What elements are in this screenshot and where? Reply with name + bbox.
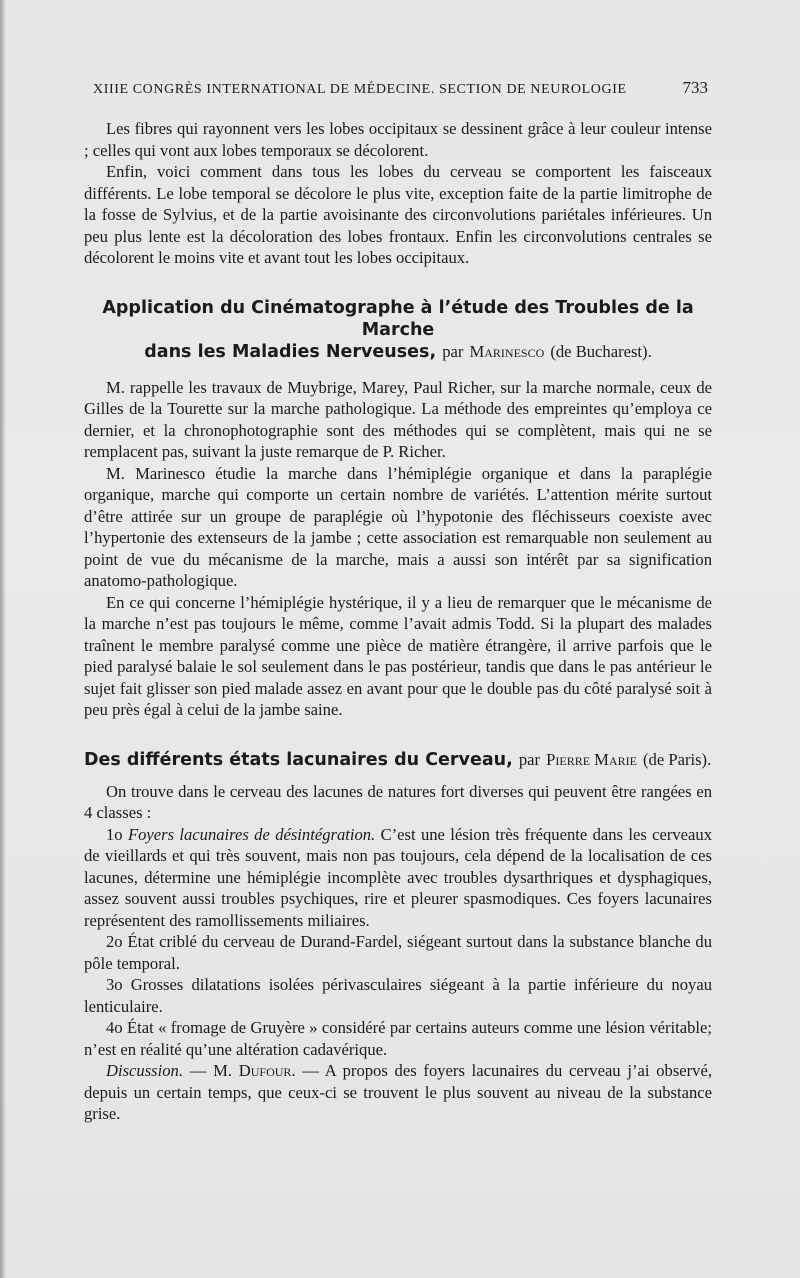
discussion-text: — A propos des foyers lacunaires du cerveau j’ai observé, depuis un certain temps, que ceux-ci se trouvent le plus souvent au niveau de la substance grise.	[84, 1061, 712, 1123]
section1-affiliation: (de Bucharest).	[550, 341, 652, 361]
section1-heading	[84, 297, 712, 363]
page-content	[84, 118, 712, 1125]
intro-paragraph-1: Les fibres qui rayonnent vers les lobes occipitaux se dessinent grâce à leur couleur intense ; celles qui vont aux lobes temporaux se décolorent.	[84, 119, 712, 160]
section2-item-1	[84, 824, 712, 932]
discussion-author: Dufour.	[238, 1061, 296, 1080]
section2-intro: On trouve dans le cerveau des lacunes de natures fort diverses qui peuvent être rangées en 4 classes :	[84, 781, 712, 822]
intro-paragraph-2: Enfin, voici comment dans tous les lobes du cerveau se comportent les faisceaux différents. Le lobe temporal se décolore le plus vite, exception faite de la partie limitrophe de la fosse de Sylvius, et de la partie avoisinante des circonvolutions pariétales inférieures. Un peu plus lente est la décoloration des lobes frontaux. Enfin les circonvolutions centrales se décolorent le moins vite et avant tout les lobes occipitaux.	[84, 162, 712, 267]
section1-title-line1: Application du Cinématographe à l’étude des Troubles de la Marche	[102, 297, 694, 340]
section2-item-3: 3o Grosses dilatations isolées périvasculaires siégeant à la partie inférieure du noyau lenticulaire.	[84, 975, 712, 1016]
section1-title-line2-wrap	[84, 341, 712, 363]
discussion-label: Discussion.	[106, 1061, 183, 1080]
item1-title: Foyers lacunaires de désintégration.	[127, 824, 376, 844]
section2-title: Des différents états lacunaires du Cerveau,	[84, 749, 513, 770]
section1-by: par	[442, 341, 464, 361]
section1-paragraph-1: M. rappelle les travaux de Muybrige, Marey, Paul Richer, sur la marche normale, ceux de Gilles de la Tourette sur la marche pathologique. La méthode des empreintes qu’employa ce dernier, et la chronophotographie sont des méthodes qui se complètent, mais qui ne se remplacent pas, suivant la juste remarque de P. Richer.	[84, 377, 712, 461]
section1-author: Marinesco	[469, 341, 545, 361]
section1-title-line2: dans les Maladies Nerveuses,	[144, 341, 437, 362]
section2-author: Pierre Marie	[546, 749, 637, 769]
running-head	[93, 78, 708, 98]
section2-item-4: 4o État « fromage de Gruyère » considéré par certains auteurs comme une lésion véritable; n’est en réalité qu’une altération cadavérique.	[84, 1018, 712, 1059]
section2-heading	[84, 749, 712, 771]
item1-text: C’est une lésion très fréquente dans les cerveaux de vieillards et qui très souvent, mais non pas toujours, cela dépend de la localisation de ces lacunes, détermine une hémiplégie incomplète avec troubles dysarthriques et dysphagiques, assez souvent aussi troubles psychiques, rire et pleurer spasmodiques. Ces foyers lacunaires représentent des ramollissements miliaires.	[84, 824, 713, 930]
item1-number: 1o	[106, 824, 123, 844]
section1-paragraph-2: M. Marinesco étudie la marche dans l’hémiplégie organique et dans la paraplégie organique, marche qui comporte un certain nombre de variétés. L’attention mérite surtout d’être attirée sur un groupe de paraplégie où l’hypotonie des fléchisseurs coexiste avec l’hypertonie des extenseurs de la jambe ; cette association est remarquable non seulement au point de vue du mécanisme de la marche, mais a aussi son intérêt par sa signification anatomo-pathologique.	[84, 463, 712, 590]
running-head-title: XIIIE CONGRÈS INTERNATIONAL DE MÉDECINE. SECTION DE NEUROLOGIE	[93, 82, 627, 97]
section1-paragraph-3: En ce qui concerne l’hémiplégie hystérique, il y a lieu de remarquer que le mécanisme de la marche n’est pas toujours le même, comme l’avait admis Todd. Si la plupart des malades traînent le membre paralysé comme une pièce de matière étrangère, il arrive parfois que le pied paralysé balaie le sol seulement dans le pas postérieur, tandis que dans le pas antérieur le sujet fait glisser son pied malade assez en avant pour que le double pas du côté paralysé soit à peu près égal à celui de la jambe saine.	[84, 592, 712, 719]
discussion-paragraph	[84, 1060, 712, 1125]
section2-by: par	[518, 749, 541, 769]
page-number: 733	[682, 78, 708, 97]
discussion-dash: — M.	[189, 1061, 233, 1080]
section2-item-2: 2o État criblé du cerveau de Durand-Fardel, siégeant surtout dans la substance blanche du pôle temporal.	[84, 932, 712, 973]
section2-affiliation: (de Paris).	[643, 749, 712, 769]
page-edge-shadow	[0, 0, 6, 1278]
